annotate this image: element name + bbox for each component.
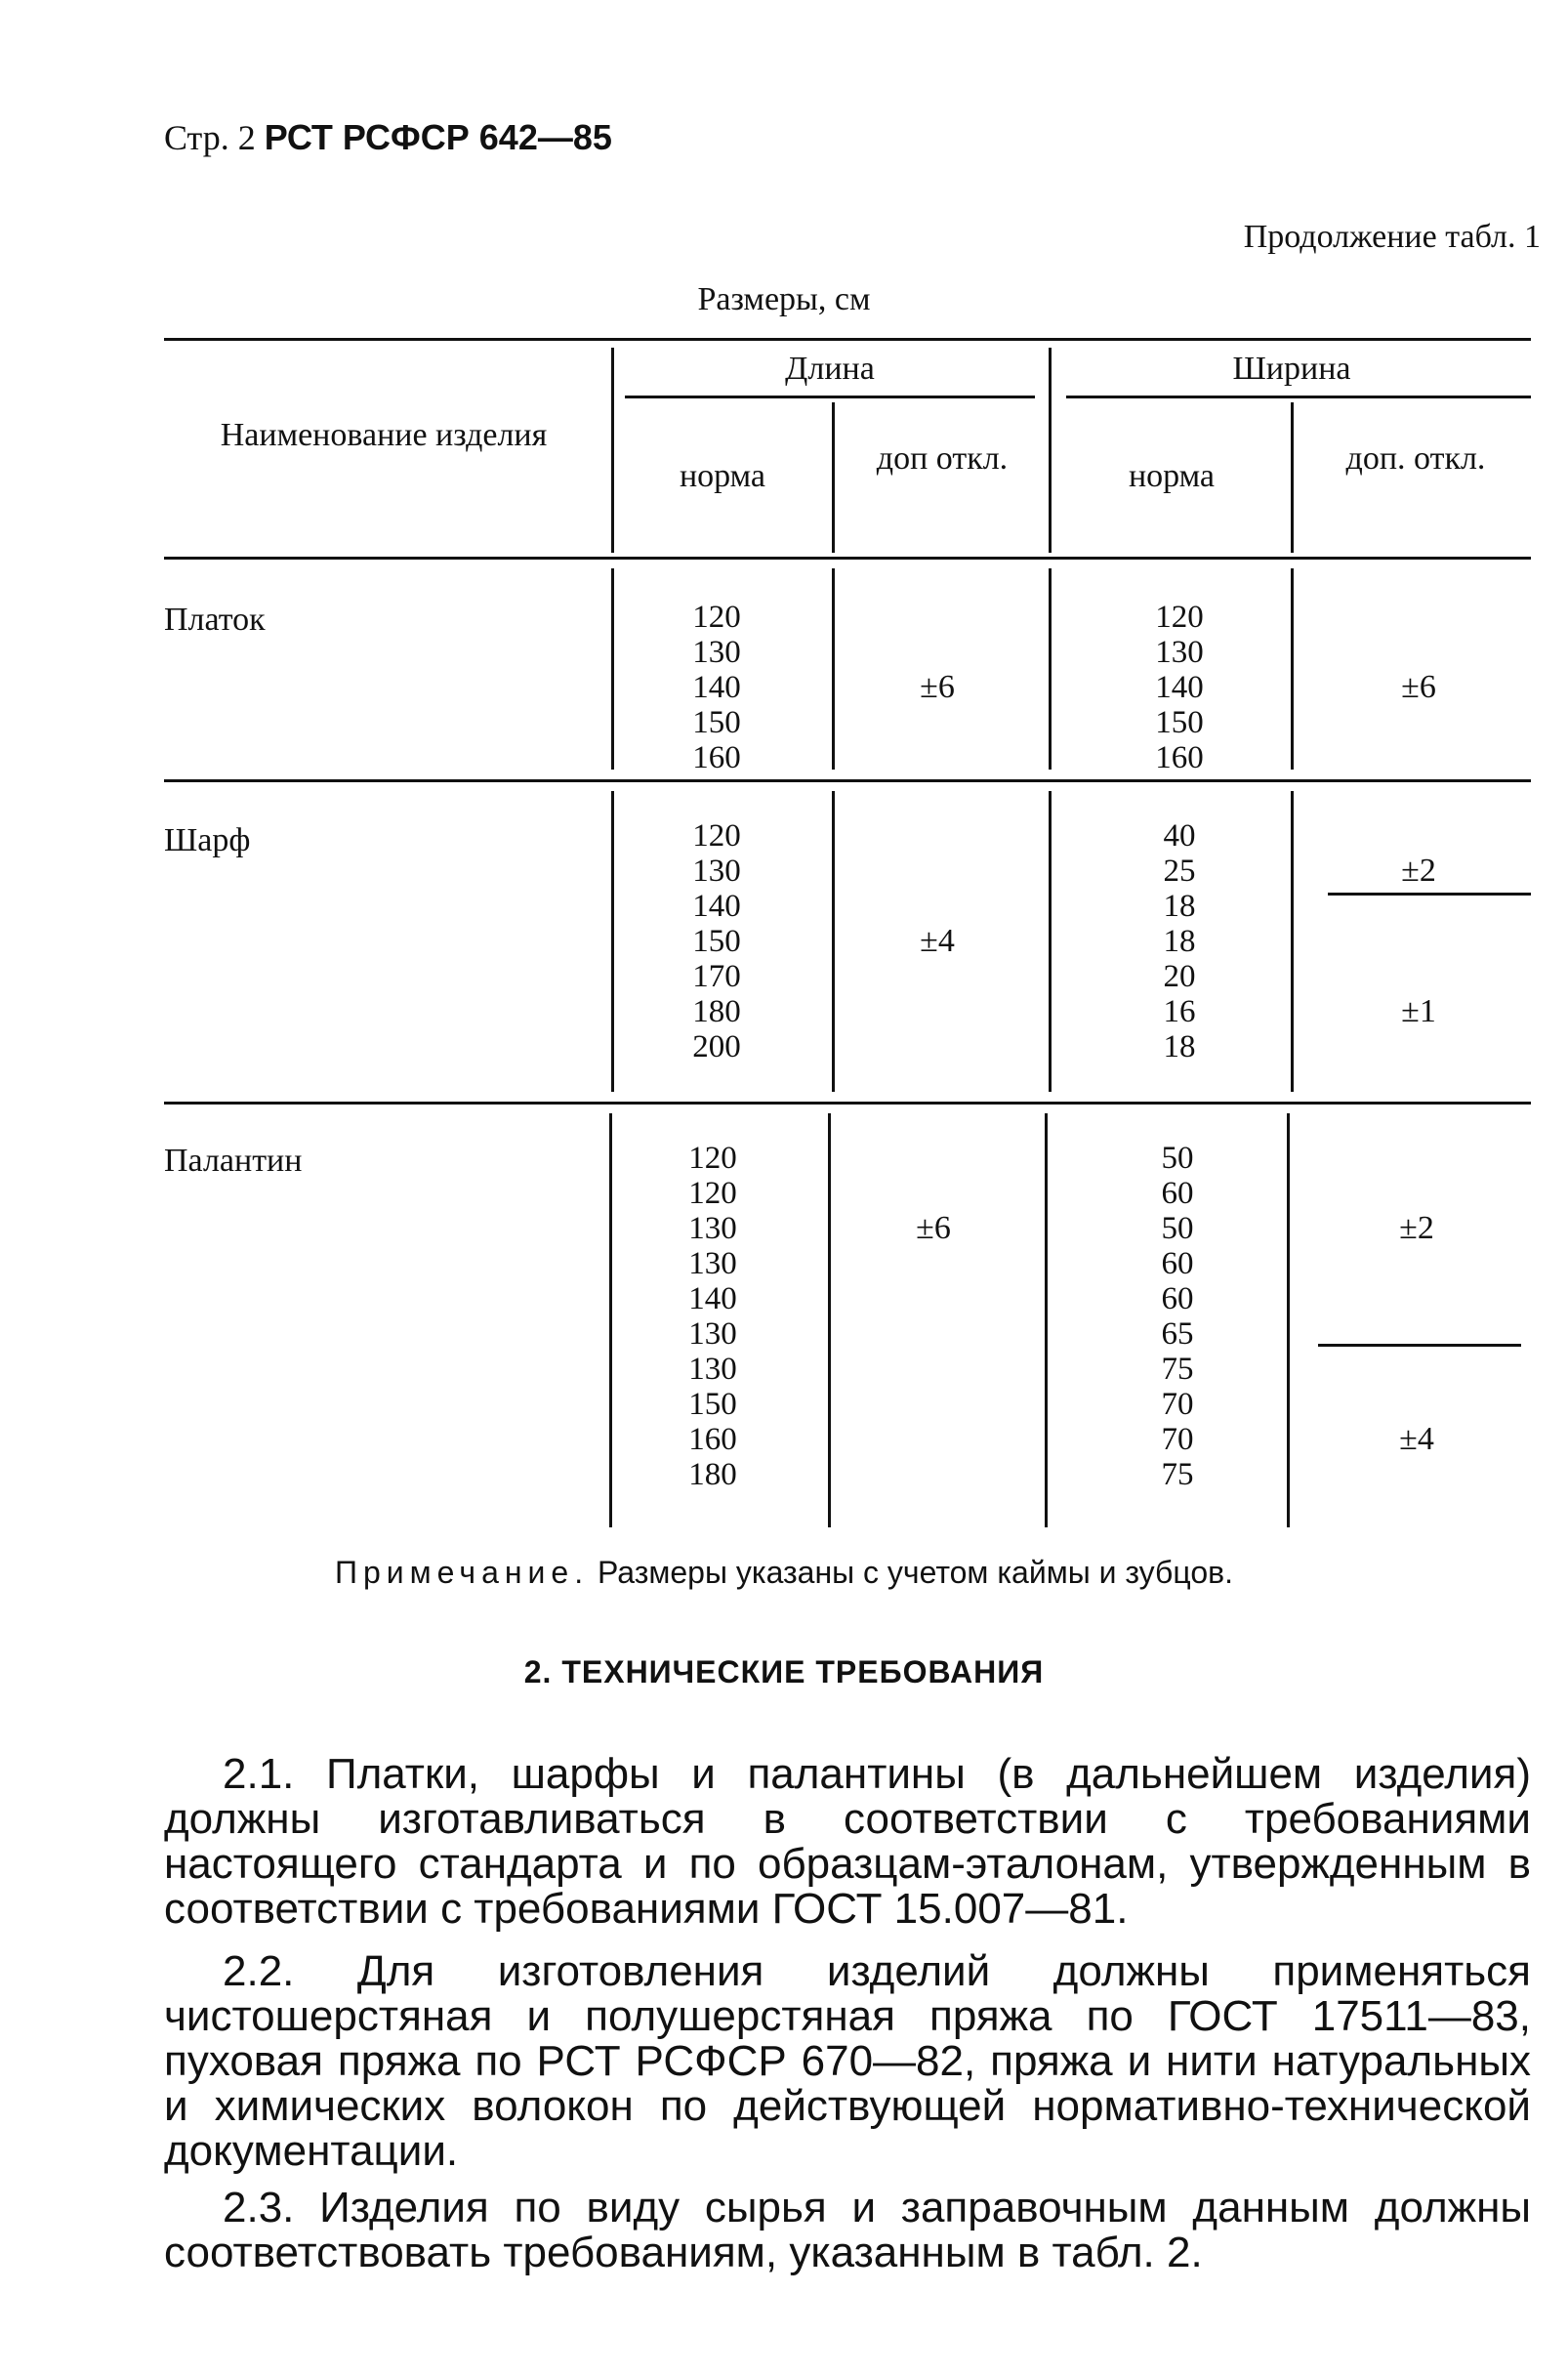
header-length: Длина bbox=[785, 351, 875, 387]
length-value: 120 bbox=[688, 1176, 737, 1211]
width-deviation: ±1 bbox=[1401, 993, 1436, 1029]
column-rule bbox=[832, 791, 835, 1092]
paragraph-2-2 bbox=[164, 1949, 1531, 2174]
width-value: 70 bbox=[1161, 1422, 1194, 1457]
width-value: 50 bbox=[1161, 1141, 1194, 1176]
row-name: Платок bbox=[164, 602, 266, 638]
width-dev-separator bbox=[1318, 1344, 1521, 1347]
length-value: 130 bbox=[688, 1246, 737, 1281]
length-value: 170 bbox=[692, 959, 741, 994]
length-deviation: ±6 bbox=[920, 669, 955, 705]
length-deviation: ±6 bbox=[916, 1210, 951, 1246]
section-title: 2. ТЕХНИЧЕСКИЕ ТРЕБОВАНИЯ bbox=[523, 1654, 1045, 1689]
width-value: 20 bbox=[1163, 959, 1196, 994]
width-value: 75 bbox=[1161, 1457, 1194, 1492]
width-value: 40 bbox=[1163, 818, 1196, 854]
length-value: 150 bbox=[692, 705, 741, 740]
column-rule bbox=[1049, 791, 1052, 1092]
length-value: 120 bbox=[692, 600, 741, 635]
column-rule bbox=[1291, 791, 1294, 1092]
width-value: 60 bbox=[1161, 1281, 1194, 1316]
column-rule bbox=[1045, 1113, 1048, 1527]
length-values bbox=[644, 1141, 781, 1492]
length-values bbox=[648, 818, 785, 1064]
width-value: 18 bbox=[1163, 1029, 1196, 1064]
header-length-norm: норма bbox=[679, 458, 766, 494]
column-rule bbox=[611, 568, 614, 770]
column-rule bbox=[1291, 568, 1294, 770]
paragraph-text: 2.1. Платки, шарфы и палантины (в дальнейшем изделия) должны изготавливаться в соответствии с требованиями настоящего стандарта и по образцам-эталонам, утвержденным в соответствии с требованиями ГОСТ 15.007—81. bbox=[164, 1750, 1531, 1933]
width-deviation: ±6 bbox=[1401, 669, 1436, 705]
width-deviation: ±2 bbox=[1401, 853, 1436, 889]
column-rule bbox=[611, 791, 614, 1092]
column-rule bbox=[1291, 402, 1294, 553]
column-rule bbox=[832, 402, 835, 553]
length-value: 140 bbox=[688, 1281, 737, 1316]
length-value: 130 bbox=[688, 1211, 737, 1246]
column-rule bbox=[832, 568, 835, 770]
paragraph-2-3 bbox=[164, 2186, 1531, 2275]
paragraph-text: 2.3. Изделия по виду сырья и заправочным данным должны соответствовать требованиям, указанным в табл. 2. bbox=[164, 2184, 1531, 2276]
column-rule bbox=[1287, 1113, 1290, 1527]
length-value: 180 bbox=[692, 994, 741, 1029]
width-values bbox=[1111, 818, 1248, 1064]
width-value: 150 bbox=[1155, 705, 1204, 740]
width-value: 120 bbox=[1155, 600, 1204, 635]
page-header bbox=[164, 117, 612, 158]
length-subheader-rule bbox=[625, 396, 1035, 398]
width-deviation: ±2 bbox=[1399, 1210, 1434, 1246]
length-value: 160 bbox=[692, 740, 741, 775]
length-value: 130 bbox=[692, 854, 741, 889]
row-separator bbox=[164, 779, 1531, 782]
page-number: Стр. 2 bbox=[164, 118, 256, 157]
width-value: 75 bbox=[1161, 1352, 1194, 1387]
column-rule bbox=[609, 1113, 612, 1527]
length-value: 160 bbox=[688, 1422, 737, 1457]
width-value: 130 bbox=[1155, 635, 1204, 670]
width-subheader-rule bbox=[1066, 396, 1531, 398]
width-value: 65 bbox=[1161, 1316, 1194, 1352]
header-length-dev: доп откл. bbox=[876, 440, 1009, 477]
width-dev-separator bbox=[1328, 893, 1531, 896]
header-width-norm: норма bbox=[1128, 458, 1216, 494]
length-value: 140 bbox=[692, 889, 741, 924]
paragraph-text: 2.2. Для изготовления изделий должны применяться чистошерстяная и полушерстяная пряжа по ГОСТ 17511—83, пуховая пряжа по РСТ РСФСР 670—82, пряжа и нити натуральных и химических волокон по действующей нормативно-технической документации. bbox=[164, 1947, 1531, 2175]
column-rule bbox=[611, 348, 614, 553]
length-value: 120 bbox=[688, 1141, 737, 1176]
table-note bbox=[0, 1555, 1568, 1591]
width-deviation: ±4 bbox=[1399, 1421, 1434, 1457]
row-separator bbox=[164, 1102, 1531, 1105]
row-name: Палантин bbox=[164, 1143, 303, 1179]
header-width: Ширина bbox=[1232, 351, 1351, 387]
table-top-rule bbox=[164, 338, 1531, 341]
width-value: 60 bbox=[1161, 1176, 1194, 1211]
length-value: 150 bbox=[692, 924, 741, 959]
length-value: 130 bbox=[688, 1352, 737, 1387]
width-value: 16 bbox=[1163, 994, 1196, 1029]
header-width-dev: доп. откл. bbox=[1345, 440, 1486, 477]
width-value: 60 bbox=[1161, 1246, 1194, 1281]
width-value: 50 bbox=[1161, 1211, 1194, 1246]
width-value: 18 bbox=[1163, 924, 1196, 959]
width-value: 160 bbox=[1155, 740, 1204, 775]
note-label: Примечание. bbox=[334, 1555, 590, 1590]
paragraph-2-1 bbox=[164, 1752, 1531, 1932]
length-deviation: ±4 bbox=[920, 923, 955, 959]
column-rule bbox=[828, 1113, 831, 1527]
length-value: 130 bbox=[688, 1316, 737, 1352]
width-value: 18 bbox=[1163, 889, 1196, 924]
sizes-caption: Размеры, см bbox=[697, 281, 871, 317]
table-continuation-label: Продолжение табл. 1 bbox=[1243, 219, 1541, 255]
row-name: Шарф bbox=[164, 822, 251, 858]
width-values bbox=[1111, 600, 1248, 775]
length-value: 180 bbox=[688, 1457, 737, 1492]
standard-code: РСТ РСФСР 642—85 bbox=[264, 117, 612, 157]
length-value: 200 bbox=[692, 1029, 741, 1064]
length-value: 130 bbox=[692, 635, 741, 670]
header-product-name: Наименование изделия bbox=[220, 417, 548, 453]
length-value: 140 bbox=[692, 670, 741, 705]
header-bottom-rule bbox=[164, 557, 1531, 560]
width-values bbox=[1109, 1141, 1246, 1492]
column-rule bbox=[1049, 568, 1052, 770]
length-values bbox=[648, 600, 785, 775]
note-text: Размеры указаны с учетом каймы и зубцов. bbox=[589, 1555, 1233, 1590]
column-rule bbox=[1049, 348, 1052, 553]
width-value: 70 bbox=[1161, 1387, 1194, 1422]
width-value: 140 bbox=[1155, 670, 1204, 705]
length-value: 120 bbox=[692, 818, 741, 854]
length-value: 150 bbox=[688, 1387, 737, 1422]
width-value: 25 bbox=[1163, 854, 1196, 889]
